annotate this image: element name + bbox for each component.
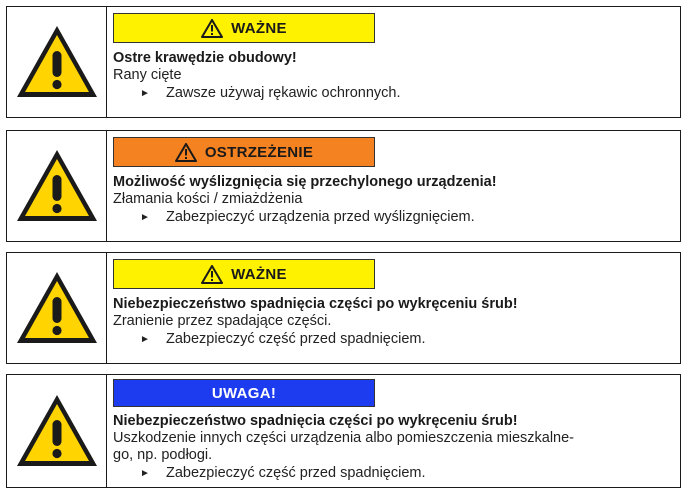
hazard-headline: Niebezpieczeństwo spadnięcia części po wykręceniu śrub!	[113, 296, 518, 312]
hazard-headline: Możliwość wyślizgnięcia się przechylonego urządzenia!	[113, 174, 497, 190]
consequence-text: Zranienie przez spadające części.	[113, 313, 332, 329]
warning-triangle-icon	[201, 19, 223, 38]
signal-word-banner	[113, 379, 375, 407]
safety-notice-1	[6, 6, 681, 118]
warning-sign-cell	[7, 375, 107, 487]
notice-content	[113, 379, 674, 483]
signal-word: UWAGA!	[211, 384, 277, 402]
action-item	[113, 464, 674, 483]
warning-triangle-icon	[15, 148, 99, 224]
action-text: Zawsze używaj rękawic ochronnych.	[166, 85, 401, 101]
consequence-text-continued: go, np. podłogi.	[113, 447, 213, 463]
warning-triangle-icon	[15, 24, 99, 100]
notice-content	[113, 13, 674, 113]
warning-sign-cell	[7, 7, 107, 117]
safety-notice-3	[6, 252, 681, 364]
consequence-text: Uszkodzenie innych części urządzenia albo pomieszczenia mieszkalne-	[113, 430, 574, 446]
safety-notice-4	[6, 374, 681, 488]
bullet-arrow-icon: ►	[140, 468, 150, 479]
consequence-text: Rany cięte	[113, 67, 182, 83]
notice-content	[113, 259, 674, 359]
warning-sign-cell	[7, 131, 107, 241]
notice-content	[113, 137, 674, 237]
signal-word: WAŻNE	[231, 19, 287, 37]
action-text: Zabezpieczyć część przed spadnięciem.	[166, 465, 426, 481]
signal-word: WAŻNE	[231, 265, 287, 283]
signal-word-banner	[113, 137, 375, 167]
hazard-headline: Niebezpieczeństwo spadnięcia części po wykręceniu śrub!	[113, 413, 518, 429]
action-text: Zabezpieczyć urządzenia przed wyślizgnięciem.	[166, 209, 475, 225]
action-item	[113, 84, 674, 103]
signal-word-banner	[113, 13, 375, 43]
warning-sign-cell	[7, 253, 107, 363]
warning-triangle-icon	[15, 393, 99, 469]
bullet-arrow-icon: ►	[140, 334, 150, 345]
safety-notice-2	[6, 130, 681, 242]
hazard-headline: Ostre krawędzie obudowy!	[113, 50, 297, 66]
warning-triangle-icon	[175, 143, 197, 162]
consequence-text: Złamania kości / zmiażdżenia	[113, 191, 303, 207]
action-item	[113, 330, 674, 349]
bullet-arrow-icon: ►	[140, 212, 150, 223]
action-item	[113, 208, 674, 227]
warning-triangle-icon	[15, 270, 99, 346]
warning-triangle-icon	[201, 265, 223, 284]
bullet-arrow-icon: ►	[140, 88, 150, 99]
action-text: Zabezpieczyć część przed spadnięciem.	[166, 331, 426, 347]
signal-word: OSTRZEŻENIE	[204, 143, 314, 161]
signal-word-banner	[113, 259, 375, 289]
